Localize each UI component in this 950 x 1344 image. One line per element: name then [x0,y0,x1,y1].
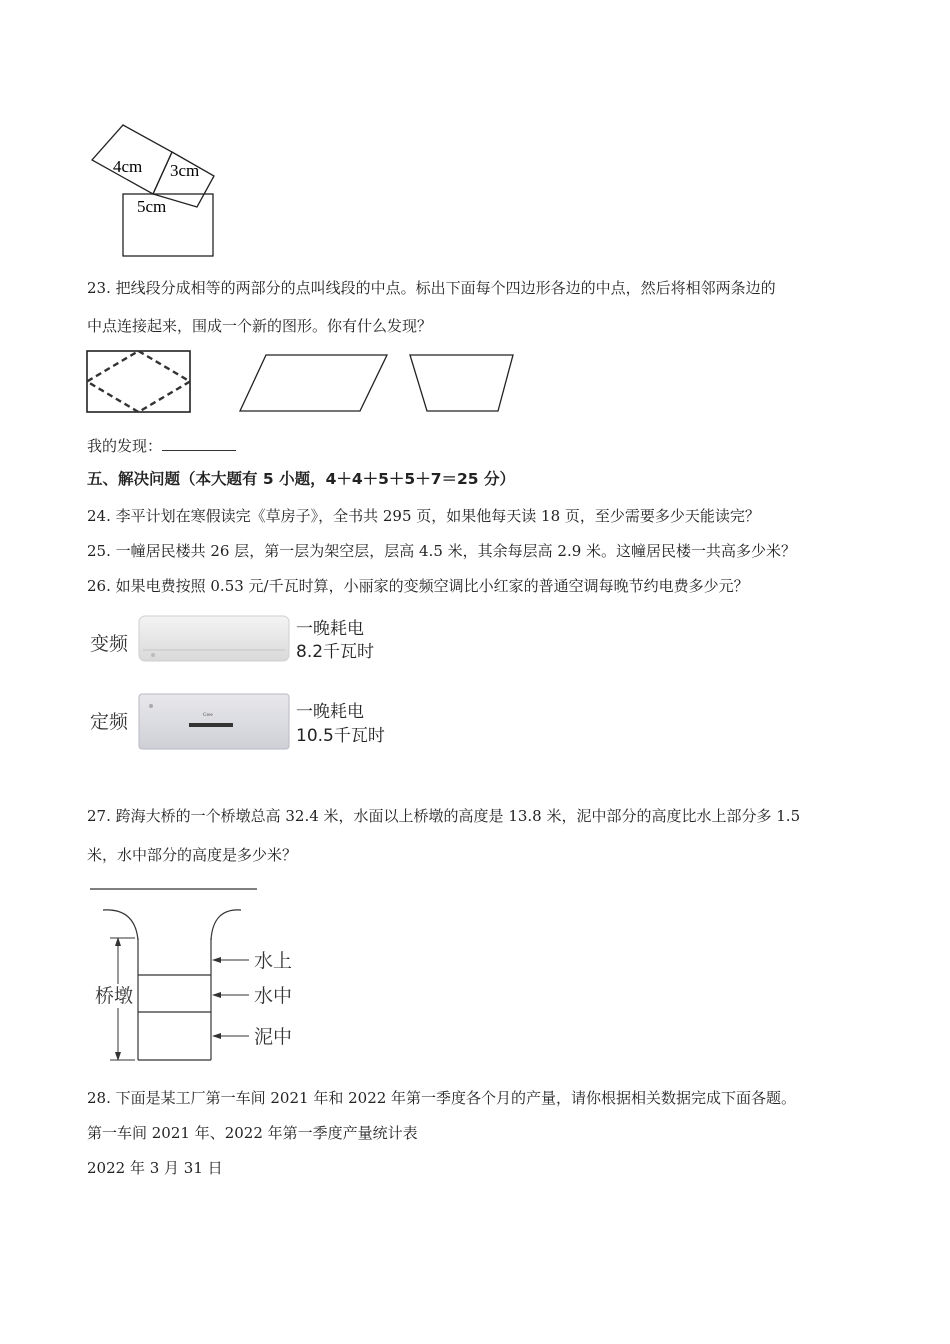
q26-aircon-figure [85,610,415,760]
arrow-above [212,957,221,963]
q24-text: 24. 李平计划在寒假读完《草房子》，全书共 295 页，如果他每天读 18 页，至少需要多少天能读完？ [87,507,760,525]
ac1-consumption-line2: 8.2千瓦时 [296,642,375,662]
finding-answer-blank[interactable] [162,436,236,451]
q28-date: 2022 年 3 月 31 日 [87,1159,223,1177]
pier-right-arc [211,910,241,940]
ac2-type-label: 定频 [90,711,129,733]
pier-label: 桥墩 [95,985,134,1007]
q27-line1: 27. 跨海大桥的一个桥墩总高 32.4 米，水面以上桥墩的高度是 13.8 米，泥中部分的高度比水上部分多 1.5 [87,807,801,825]
ac1-consumption-line1: 一晚耗电 [296,619,364,639]
q28-text: 28. 下面是某工厂第一车间 2021 年和 2022 年第一季度各个月的产量，请你根据相关数据完成下面各题。 [87,1089,797,1107]
ac2-consumption-line2: 10.5千瓦时 [296,726,385,746]
ac2-unit-image [139,694,289,749]
trapezoid-shape [410,355,513,411]
midpoint-rhombus-dashed [87,351,190,412]
q27-bridge-pier-diagram [85,880,315,1065]
ac1-unit-image [139,616,289,661]
label-4cm: 4cm [113,157,143,176]
rectangle-shape [87,351,190,412]
q27-line2: 米，水中部分的高度是多少米？ [87,846,298,864]
q28-table-title: 第一车间 2021 年、2022 年第一季度产量统计表 [87,1124,418,1142]
label-3cm: 3cm [170,161,200,180]
q23-line1: 23. 把线段分成相等的两部分的点叫线段的中点。标出下面每个四边形各边的中点，然后将相邻两条边的 [87,279,776,297]
above-water-label: 水上 [254,950,293,972]
section5-heading: 五、解决问题（本大题有 5 小题，4＋4＋5＋5＋7＝25 分） [87,470,515,488]
ac1-type-label: 变频 [90,633,129,655]
ac2-brand-logo: Gree [203,713,213,718]
parallelogram-shape [240,355,387,411]
q23-finding [87,436,236,456]
label-5cm: 5cm [137,197,167,216]
q23-quadrilaterals [85,348,525,416]
q25-text: 25. 一幢居民楼共 26 层，第一层为架空层，层高 4.5 米，其余每层高 2.9 米。这幢居民楼一共高多少米？ [87,542,797,560]
arrow-water [212,992,221,998]
pythagoras-squares-figure [85,118,225,263]
q23-line2: 中点连接起来，围成一个新的图形。你有什么发现？ [87,317,433,335]
arrow-mud [212,1033,221,1039]
q26-text: 26. 如果电费按照 0.53 元/千瓦时算，小丽家的变频空调比小红家的普通空调每晚节约电费多少元？ [87,577,749,595]
in-mud-label: 泥中 [254,1026,293,1048]
pier-left-arc [103,910,138,940]
finding-label: 我的发现： [87,437,163,455]
ac2-consumption-line1: 一晚耗电 [296,702,364,722]
in-water-label: 水中 [254,985,293,1007]
